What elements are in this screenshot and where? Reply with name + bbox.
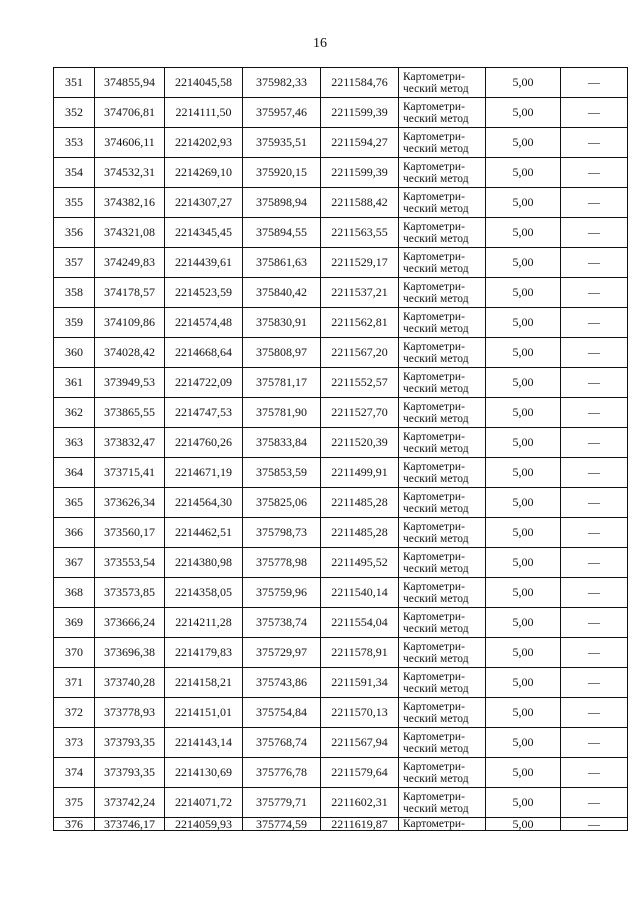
coordinates-table xyxy=(53,67,628,831)
point-number-cell: 368 xyxy=(54,578,95,608)
point-number-cell: 363 xyxy=(54,428,95,458)
y2-coordinate-cell: 2211554,04 xyxy=(321,608,399,638)
table-row xyxy=(54,128,628,158)
method-cell: Картометри-ческий метод xyxy=(399,158,486,188)
x1-coordinate-cell: 374321,08 xyxy=(95,218,165,248)
x1-coordinate-cell: 373573,85 xyxy=(95,578,165,608)
note-cell: — xyxy=(561,518,628,548)
x1-coordinate-cell: 374028,42 xyxy=(95,338,165,368)
y1-coordinate-cell: 2214269,10 xyxy=(165,158,243,188)
y1-coordinate-cell: 2214111,50 xyxy=(165,98,243,128)
method-cell: Картометри-ческий метод xyxy=(399,218,486,248)
x2-coordinate-cell: 375781,17 xyxy=(243,368,321,398)
y1-coordinate-cell: 2214439,61 xyxy=(165,248,243,278)
y1-coordinate-cell: 2214564,30 xyxy=(165,488,243,518)
point-number-cell: 375 xyxy=(54,788,95,818)
y1-coordinate-cell: 2214668,64 xyxy=(165,338,243,368)
x2-coordinate-cell: 375778,98 xyxy=(243,548,321,578)
y2-coordinate-cell: 2211529,17 xyxy=(321,248,399,278)
y2-coordinate-cell: 2211485,28 xyxy=(321,488,399,518)
y2-coordinate-cell: 2211520,39 xyxy=(321,428,399,458)
note-cell: — xyxy=(561,308,628,338)
accuracy-cell: 5,00 xyxy=(486,398,561,428)
point-number-cell: 355 xyxy=(54,188,95,218)
note-cell: — xyxy=(561,98,628,128)
table-row xyxy=(54,668,628,698)
note-cell: — xyxy=(561,758,628,788)
x1-coordinate-cell: 374532,31 xyxy=(95,158,165,188)
y2-coordinate-cell: 2211570,13 xyxy=(321,698,399,728)
y1-coordinate-cell: 2214158,21 xyxy=(165,668,243,698)
point-number-cell: 360 xyxy=(54,338,95,368)
y1-coordinate-cell: 2214747,53 xyxy=(165,398,243,428)
accuracy-cell: 5,00 xyxy=(486,98,561,128)
x1-coordinate-cell: 374109,86 xyxy=(95,308,165,338)
method-cell: Картометри-ческий метод xyxy=(399,338,486,368)
page-number: 16 xyxy=(313,36,327,51)
y1-coordinate-cell: 2214345,45 xyxy=(165,218,243,248)
table-row xyxy=(54,218,628,248)
note-cell: — xyxy=(561,578,628,608)
table-row xyxy=(54,548,628,578)
note-cell: — xyxy=(561,428,628,458)
x2-coordinate-cell: 375920,15 xyxy=(243,158,321,188)
x1-coordinate-cell: 373553,54 xyxy=(95,548,165,578)
y2-coordinate-cell: 2211579,64 xyxy=(321,758,399,788)
x1-coordinate-cell: 373778,93 xyxy=(95,698,165,728)
x1-coordinate-cell: 373740,28 xyxy=(95,668,165,698)
method-cell: Картометри-ческий метод xyxy=(399,758,486,788)
y2-coordinate-cell: 2211537,21 xyxy=(321,278,399,308)
y2-coordinate-cell: 2211594,27 xyxy=(321,128,399,158)
note-cell: — xyxy=(561,218,628,248)
point-number-cell: 361 xyxy=(54,368,95,398)
point-number-cell: 372 xyxy=(54,698,95,728)
y2-coordinate-cell: 2211495,52 xyxy=(321,548,399,578)
x1-coordinate-cell: 374249,83 xyxy=(95,248,165,278)
y2-coordinate-cell: 2211584,76 xyxy=(321,68,399,98)
y1-coordinate-cell: 2214760,26 xyxy=(165,428,243,458)
method-cell: Картометри-ческий метод xyxy=(399,698,486,728)
method-cell: Картометри-ческий метод xyxy=(399,188,486,218)
y2-coordinate-cell: 2211527,70 xyxy=(321,398,399,428)
point-number-cell: 353 xyxy=(54,128,95,158)
y2-coordinate-cell: 2211540,14 xyxy=(321,578,399,608)
y1-coordinate-cell: 2214202,93 xyxy=(165,128,243,158)
y1-coordinate-cell: 2214523,59 xyxy=(165,278,243,308)
y2-coordinate-cell: 2211567,94 xyxy=(321,728,399,758)
x1-coordinate-cell: 373949,53 xyxy=(95,368,165,398)
y2-coordinate-cell: 2211499,91 xyxy=(321,458,399,488)
x1-coordinate-cell: 374178,57 xyxy=(95,278,165,308)
method-cell: Картометри-ческий метод xyxy=(399,638,486,668)
point-number-cell: 371 xyxy=(54,668,95,698)
method-cell: Картометри-ческий метод xyxy=(399,128,486,158)
table-row xyxy=(54,278,628,308)
method-cell: Картометри-ческий метод xyxy=(399,398,486,428)
accuracy-cell: 5,00 xyxy=(486,428,561,458)
x2-coordinate-cell: 375825,06 xyxy=(243,488,321,518)
point-number-cell: 374 xyxy=(54,758,95,788)
note-cell: — xyxy=(561,638,628,668)
x1-coordinate-cell: 373715,41 xyxy=(95,458,165,488)
accuracy-cell: 5,00 xyxy=(486,638,561,668)
x2-coordinate-cell: 375774,59 xyxy=(243,818,321,831)
x2-coordinate-cell: 375830,91 xyxy=(243,308,321,338)
y2-coordinate-cell: 2211578,91 xyxy=(321,638,399,668)
table-body xyxy=(54,68,628,831)
method-cell: Картометри-ческий метод xyxy=(399,68,486,98)
table-row xyxy=(54,488,628,518)
y2-coordinate-cell: 2211599,39 xyxy=(321,98,399,128)
accuracy-cell: 5,00 xyxy=(486,188,561,218)
x1-coordinate-cell: 374706,81 xyxy=(95,98,165,128)
note-cell: — xyxy=(561,248,628,278)
y1-coordinate-cell: 2214307,27 xyxy=(165,188,243,218)
method-cell: Картометри-ческий метод xyxy=(399,578,486,608)
accuracy-cell: 5,00 xyxy=(486,548,561,578)
x1-coordinate-cell: 373746,17 xyxy=(95,818,165,831)
accuracy-cell: 5,00 xyxy=(486,278,561,308)
y1-coordinate-cell: 2214059,93 xyxy=(165,818,243,831)
note-cell: — xyxy=(561,728,628,758)
point-number-cell: 358 xyxy=(54,278,95,308)
method-cell: Картометри-ческий метод xyxy=(399,428,486,458)
note-cell: — xyxy=(561,68,628,98)
accuracy-cell: 5,00 xyxy=(486,578,561,608)
table-row xyxy=(54,158,628,188)
point-number-cell: 366 xyxy=(54,518,95,548)
method-cell: Картометри-ческий метод xyxy=(399,98,486,128)
accuracy-cell: 5,00 xyxy=(486,698,561,728)
table-row xyxy=(54,608,628,638)
y1-coordinate-cell: 2214071,72 xyxy=(165,788,243,818)
table-row xyxy=(54,248,628,278)
note-cell: — xyxy=(561,278,628,308)
y1-coordinate-cell: 2214671,19 xyxy=(165,458,243,488)
point-number-cell: 357 xyxy=(54,248,95,278)
note-cell: — xyxy=(561,608,628,638)
x2-coordinate-cell: 375833,84 xyxy=(243,428,321,458)
y1-coordinate-cell: 2214462,51 xyxy=(165,518,243,548)
x1-coordinate-cell: 374855,94 xyxy=(95,68,165,98)
note-cell: — xyxy=(561,698,628,728)
note-cell: — xyxy=(561,188,628,218)
accuracy-cell: 5,00 xyxy=(486,248,561,278)
y1-coordinate-cell: 2214143,14 xyxy=(165,728,243,758)
method-cell: Картометри-ческий метод xyxy=(399,278,486,308)
x2-coordinate-cell: 375798,73 xyxy=(243,518,321,548)
point-number-cell: 359 xyxy=(54,308,95,338)
x2-coordinate-cell: 375743,86 xyxy=(243,668,321,698)
table-row xyxy=(54,728,628,758)
table-row xyxy=(54,308,628,338)
point-number-cell: 356 xyxy=(54,218,95,248)
table-row xyxy=(54,68,628,98)
y2-coordinate-cell: 2211563,55 xyxy=(321,218,399,248)
y2-coordinate-cell: 2211485,28 xyxy=(321,518,399,548)
point-number-cell: 351 xyxy=(54,68,95,98)
y2-coordinate-cell: 2211552,57 xyxy=(321,368,399,398)
y2-coordinate-cell: 2211591,34 xyxy=(321,668,399,698)
accuracy-cell: 5,00 xyxy=(486,338,561,368)
note-cell: — xyxy=(561,818,628,831)
x2-coordinate-cell: 375768,74 xyxy=(243,728,321,758)
y1-coordinate-cell: 2214358,05 xyxy=(165,578,243,608)
x1-coordinate-cell: 373742,24 xyxy=(95,788,165,818)
x2-coordinate-cell: 375738,74 xyxy=(243,608,321,638)
table-row xyxy=(54,188,628,218)
x2-coordinate-cell: 375808,97 xyxy=(243,338,321,368)
accuracy-cell: 5,00 xyxy=(486,818,561,831)
x2-coordinate-cell: 375861,63 xyxy=(243,248,321,278)
x2-coordinate-cell: 375982,33 xyxy=(243,68,321,98)
method-cell: Картометри-ческий метод xyxy=(399,548,486,578)
x1-coordinate-cell: 373793,35 xyxy=(95,728,165,758)
table-row xyxy=(54,638,628,668)
x2-coordinate-cell: 375781,90 xyxy=(243,398,321,428)
x2-coordinate-cell: 375840,42 xyxy=(243,278,321,308)
note-cell: — xyxy=(561,398,628,428)
accuracy-cell: 5,00 xyxy=(486,518,561,548)
y1-coordinate-cell: 2214722,09 xyxy=(165,368,243,398)
accuracy-cell: 5,00 xyxy=(486,128,561,158)
x2-coordinate-cell: 375894,55 xyxy=(243,218,321,248)
y1-coordinate-cell: 2214380,98 xyxy=(165,548,243,578)
point-number-cell: 364 xyxy=(54,458,95,488)
x2-coordinate-cell: 375853,59 xyxy=(243,458,321,488)
y2-coordinate-cell: 2211599,39 xyxy=(321,158,399,188)
accuracy-cell: 5,00 xyxy=(486,488,561,518)
x1-coordinate-cell: 373666,24 xyxy=(95,608,165,638)
accuracy-cell: 5,00 xyxy=(486,308,561,338)
x2-coordinate-cell: 375935,51 xyxy=(243,128,321,158)
method-cell: Картометри-ческий метод xyxy=(399,608,486,638)
accuracy-cell: 5,00 xyxy=(486,758,561,788)
note-cell: — xyxy=(561,158,628,188)
point-number-cell: 376 xyxy=(54,818,95,831)
y2-coordinate-cell: 2211562,81 xyxy=(321,308,399,338)
table-row xyxy=(54,398,628,428)
note-cell: — xyxy=(561,488,628,518)
point-number-cell: 352 xyxy=(54,98,95,128)
point-number-cell: 369 xyxy=(54,608,95,638)
method-cell: Картометри-ческий метод xyxy=(399,518,486,548)
accuracy-cell: 5,00 xyxy=(486,368,561,398)
table-row xyxy=(54,758,628,788)
point-number-cell: 373 xyxy=(54,728,95,758)
x1-coordinate-cell: 374606,11 xyxy=(95,128,165,158)
y1-coordinate-cell: 2214045,58 xyxy=(165,68,243,98)
method-cell: Картометри-ческий метод xyxy=(399,488,486,518)
accuracy-cell: 5,00 xyxy=(486,608,561,638)
point-number-cell: 370 xyxy=(54,638,95,668)
x1-coordinate-cell: 373793,35 xyxy=(95,758,165,788)
accuracy-cell: 5,00 xyxy=(486,728,561,758)
x1-coordinate-cell: 373696,38 xyxy=(95,638,165,668)
table-row xyxy=(54,428,628,458)
x2-coordinate-cell: 375776,78 xyxy=(243,758,321,788)
x1-coordinate-cell: 373560,17 xyxy=(95,518,165,548)
y2-coordinate-cell: 2211588,42 xyxy=(321,188,399,218)
accuracy-cell: 5,00 xyxy=(486,788,561,818)
y2-coordinate-cell: 2211602,31 xyxy=(321,788,399,818)
table-row xyxy=(54,458,628,488)
method-cell: Картометри- xyxy=(399,818,486,831)
method-cell: Картометри-ческий метод xyxy=(399,668,486,698)
method-cell: Картометри-ческий метод xyxy=(399,248,486,278)
note-cell: — xyxy=(561,458,628,488)
y1-coordinate-cell: 2214151,01 xyxy=(165,698,243,728)
note-cell: — xyxy=(561,668,628,698)
table-row xyxy=(54,698,628,728)
point-number-cell: 365 xyxy=(54,488,95,518)
y1-coordinate-cell: 2214130,69 xyxy=(165,758,243,788)
note-cell: — xyxy=(561,368,628,398)
accuracy-cell: 5,00 xyxy=(486,158,561,188)
table-row xyxy=(54,338,628,368)
note-cell: — xyxy=(561,548,628,578)
point-number-cell: 354 xyxy=(54,158,95,188)
x1-coordinate-cell: 373865,55 xyxy=(95,398,165,428)
y1-coordinate-cell: 2214574,48 xyxy=(165,308,243,338)
method-cell: Картометри-ческий метод xyxy=(399,368,486,398)
method-cell: Картометри-ческий метод xyxy=(399,728,486,758)
table-row xyxy=(54,578,628,608)
x2-coordinate-cell: 375957,46 xyxy=(243,98,321,128)
method-cell: Картометри-ческий метод xyxy=(399,308,486,338)
x2-coordinate-cell: 375759,96 xyxy=(243,578,321,608)
method-cell: Картометри-ческий метод xyxy=(399,788,486,818)
note-cell: — xyxy=(561,128,628,158)
table-row xyxy=(54,518,628,548)
y1-coordinate-cell: 2214211,28 xyxy=(165,608,243,638)
accuracy-cell: 5,00 xyxy=(486,668,561,698)
method-cell: Картометри-ческий метод xyxy=(399,458,486,488)
table-row xyxy=(54,788,628,818)
x2-coordinate-cell: 375779,71 xyxy=(243,788,321,818)
accuracy-cell: 5,00 xyxy=(486,218,561,248)
x2-coordinate-cell: 375729,97 xyxy=(243,638,321,668)
table-row xyxy=(54,368,628,398)
accuracy-cell: 5,00 xyxy=(486,68,561,98)
x1-coordinate-cell: 373832,47 xyxy=(95,428,165,458)
note-cell: — xyxy=(561,338,628,368)
table-row xyxy=(54,98,628,128)
point-number-cell: 367 xyxy=(54,548,95,578)
y1-coordinate-cell: 2214179,83 xyxy=(165,638,243,668)
y2-coordinate-cell: 2211567,20 xyxy=(321,338,399,368)
note-cell: — xyxy=(561,788,628,818)
x1-coordinate-cell: 373626,34 xyxy=(95,488,165,518)
accuracy-cell: 5,00 xyxy=(486,458,561,488)
y2-coordinate-cell: 2211619,87 xyxy=(321,818,399,831)
x1-coordinate-cell: 374382,16 xyxy=(95,188,165,218)
x2-coordinate-cell: 375898,94 xyxy=(243,188,321,218)
x2-coordinate-cell: 375754,84 xyxy=(243,698,321,728)
table-row xyxy=(54,818,628,831)
point-number-cell: 362 xyxy=(54,398,95,428)
